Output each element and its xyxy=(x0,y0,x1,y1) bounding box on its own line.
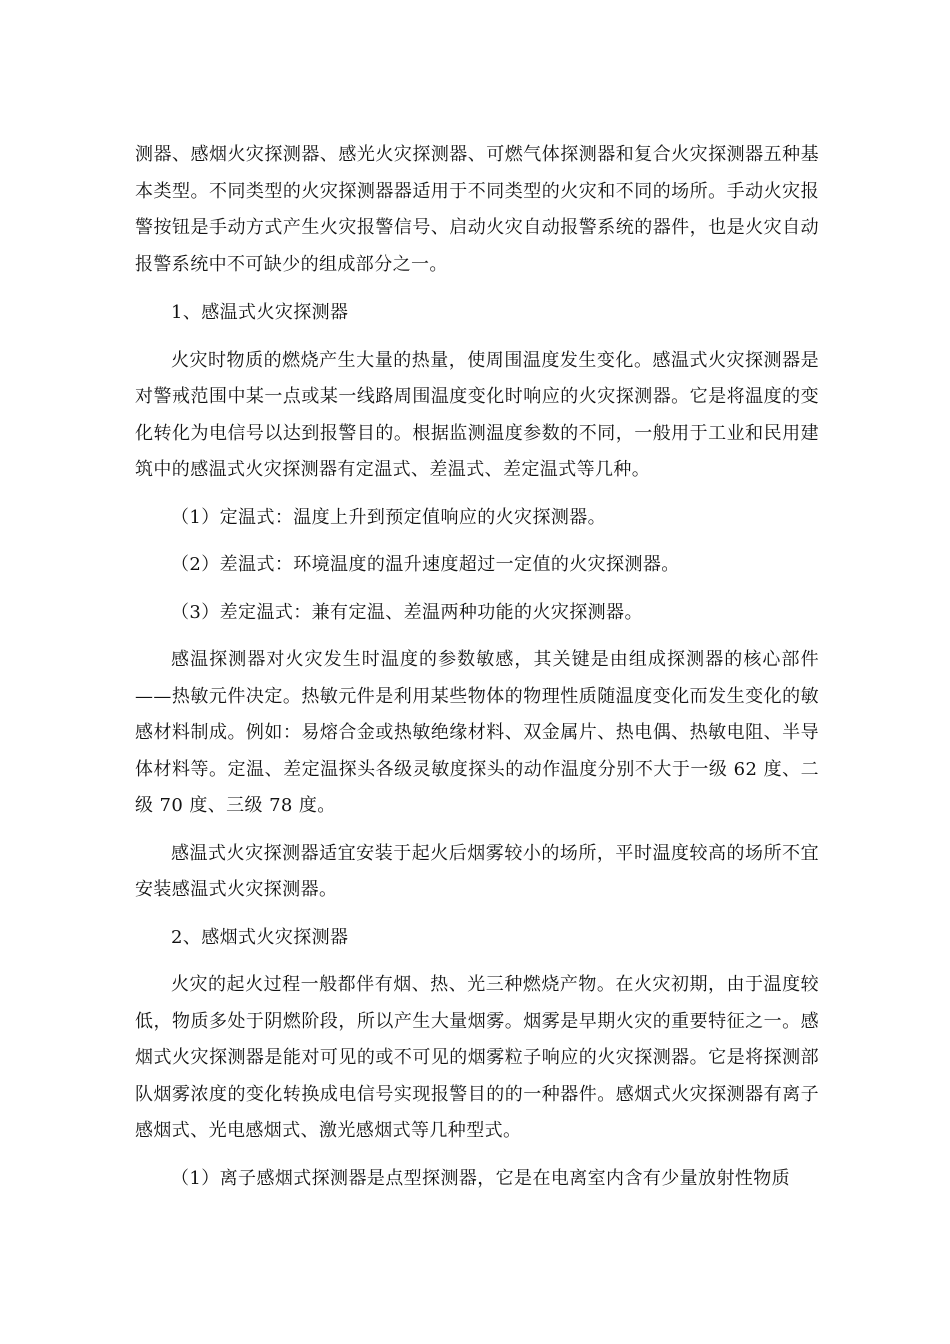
list-item-combined-type: （3）差定温式：兼有定温、差温两种功能的火灾探测器。 xyxy=(171,601,643,623)
paragraph-smoke-detector-intro: 火灾的起火过程一般都伴有烟、热、光三种燃烧产物。在火灾初期，由于温度较低，物质多处于阴燃阶段，所以产生大量烟雾。烟雾是早期火灾的重要特征之一。感烟式火灾探测器是能对可见的或不可见的烟雾粒子响应的火灾探测器。它是将探测部队烟雾浓度的变化转换成电信号实现报警目的的一种器件。感烟式火灾探测器有离子感烟式、光电感烟式、激光感烟式等几种型式。 xyxy=(135,974,819,1141)
document-body xyxy=(135,137,819,1197)
heading-heat-detector: 1、感温式火灾探测器 xyxy=(171,302,349,323)
paragraph-thermal-element: 感温探测器对火灾发生时温度的参数敏感，其关键是由组成探测器的核心部件——热敏元件决定。热敏元件是利用某些物体的物理性质随温度变化而发生变化的敏感材料制成。例如：易熔合金或热敏绝缘材料、双金属片、热电偶、热敏电阻、半导体材料等。定温、差定温探头各级灵敏度探头的动作温度分别不大于一级 62 度、二级 70 度、三级 78 度。 xyxy=(135,649,819,816)
list-item-rate-of-rise: （2）差温式：环境温度的温升速度超过一定值的火灾探测器。 xyxy=(171,554,680,575)
paragraph-heat-detector-intro: 火灾时物质的燃烧产生大量的热量，使周围温度发生变化。感温式火灾探测器是对警戒范围中某一点或某一线路周围温度变化时响应的火灾探测器。它是将温度的变化转化为电信号以达到报警目的。根据监测温度参数的不同，一般用于工业和民用建筑中的感温式火灾探测器有定温式、差温式、差定温式等几种。 xyxy=(135,349,819,480)
paragraph-detector-types: 测器、感烟火灾探测器、感光火灾探测器、可燃气体探测器和复合火灾探测器五种基本类型。不同类型的火灾探测器器适用于不同类型的火灾和不同的场所。手动火灾报警按钮是手动方式产生火灾报警信号、启动火灾自动报警系统的器件，也是火灾自动报警系统中不可缺少的组成部分之一。 xyxy=(135,144,819,275)
list-item-fixed-temperature: （1）定温式：温度上升到预定值响应的火灾探测器。 xyxy=(171,506,607,528)
paragraph-installation-note: 感温式火灾探测器适宜安装于起火后烟雾较小的场所，平时温度较高的场所不宜安装感温式火灾探测器。 xyxy=(135,842,819,900)
heading-smoke-detector: 2、感烟式火灾探测器 xyxy=(171,926,349,948)
list-item-ionization: （1）离子感烟式探测器是点型探测器，它是在电离室内含有少量放射性物质 xyxy=(171,1167,791,1189)
